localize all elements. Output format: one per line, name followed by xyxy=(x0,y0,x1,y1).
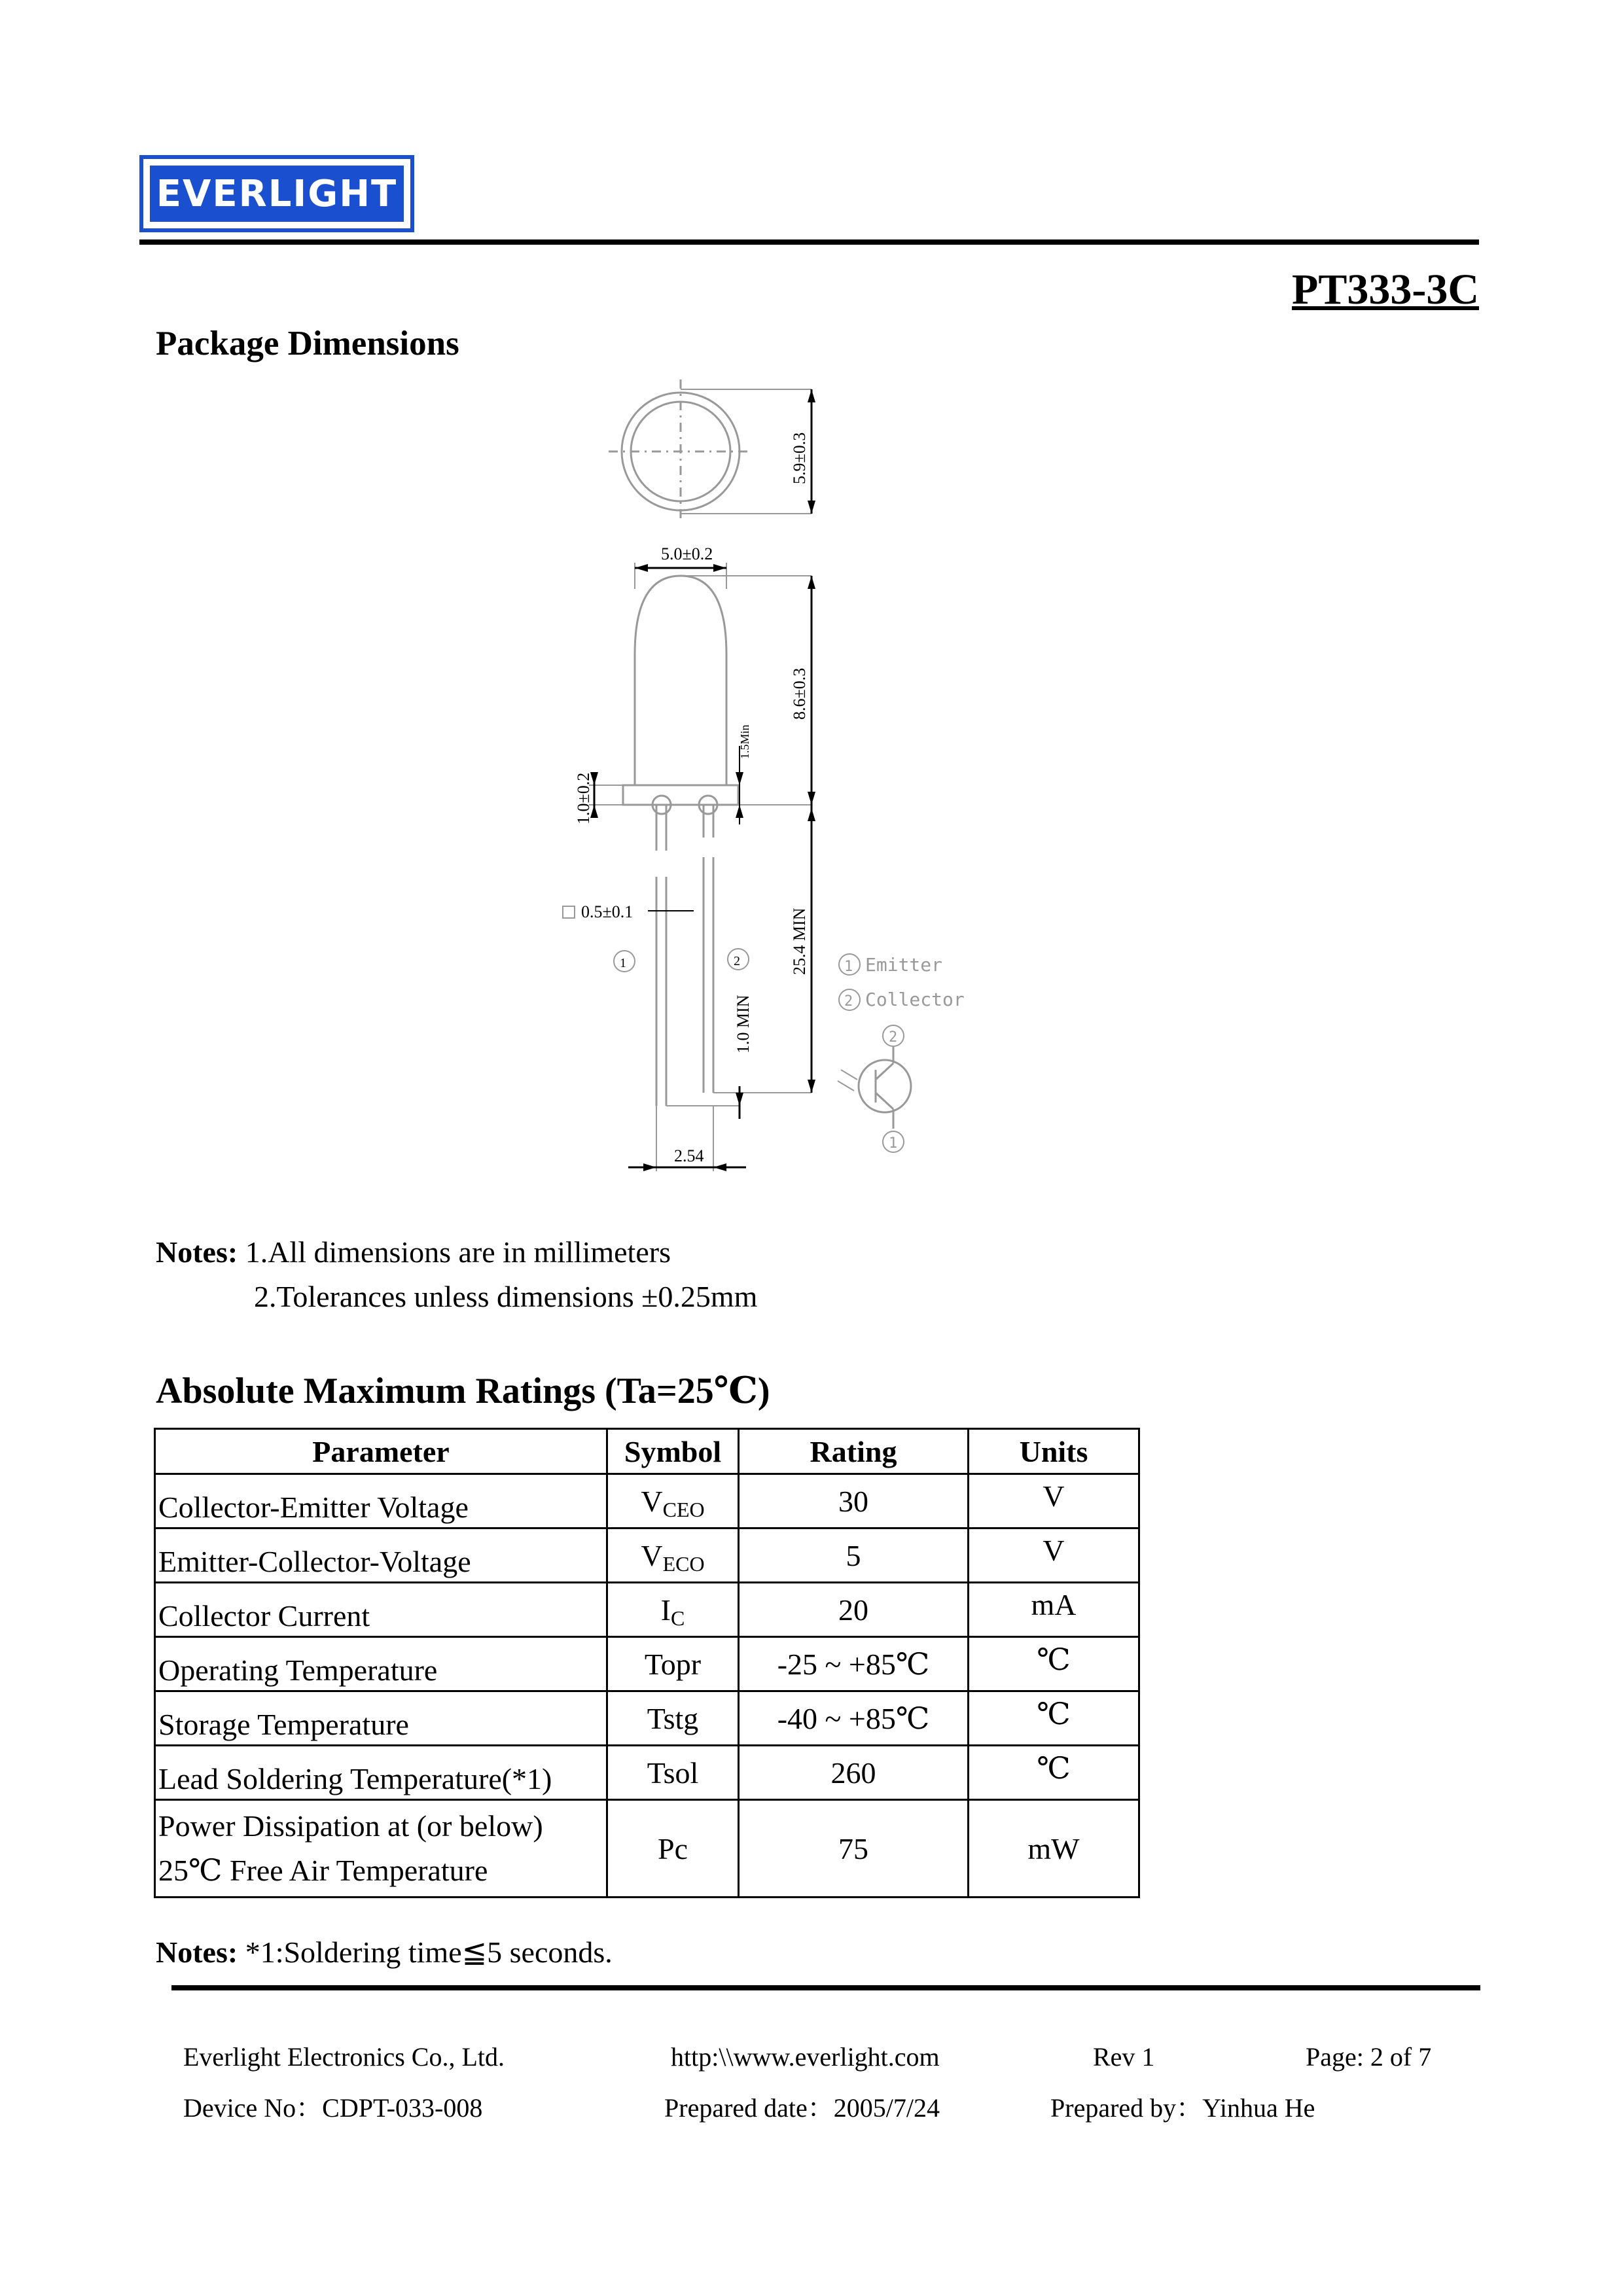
pin-2-label: 2 xyxy=(734,954,740,968)
col-parameter: Parameter xyxy=(155,1429,607,1474)
package-dimensions-heading: Package Dimensions xyxy=(156,325,459,362)
dim-25-4: 25.4 MIN xyxy=(790,908,809,975)
note-1: 1.All dimensions are in millimeters xyxy=(245,1235,671,1269)
package-drawing xyxy=(550,353,995,1178)
dim-1-0: 1.0±0.2 xyxy=(574,772,593,824)
table-row: Collector Current $I_C$ 20 mA xyxy=(155,1583,1139,1637)
soldering-notes xyxy=(156,1934,613,1969)
emitter-label: Emitter xyxy=(865,954,943,976)
footer-device: Device No：CDPT-033-008 xyxy=(183,2093,483,2123)
notes-label: Notes: xyxy=(156,1235,238,1269)
svg-text:2: 2 xyxy=(844,993,853,1010)
soldering-note: *1:Soldering time≦5 seconds. xyxy=(245,1935,613,1969)
dim-5-9: 5.9±0.3 xyxy=(790,432,809,484)
footer-url[interactable]: http:\\www.everlight.com xyxy=(671,2042,940,2072)
footer-date: Prepared date：2005/7/24 xyxy=(664,2093,940,2123)
table-row: Lead Soldering Temperature(*1) Tsol 260 ℃ xyxy=(155,1746,1139,1800)
table-header-row xyxy=(155,1429,1139,1474)
dim-8-6: 8.6±0.3 xyxy=(790,667,809,720)
col-units: Units xyxy=(969,1429,1139,1474)
footer-prepared-by: Prepared by：Yinhua He xyxy=(1050,2093,1315,2123)
svg-text:1: 1 xyxy=(889,1135,898,1152)
model-number: PT333-3C xyxy=(1292,266,1479,313)
ratings-heading: Absolute Maximum Ratings (Ta=25℃) xyxy=(156,1371,770,1411)
footer-page: Page: 2 of 7 xyxy=(1306,2042,1432,2072)
logo-text: EVERLIGHT xyxy=(156,172,398,215)
notes-label: Notes: xyxy=(156,1935,238,1969)
svg-text:1: 1 xyxy=(844,959,853,975)
dim-0-5: 0.5±0.1 xyxy=(581,902,633,921)
dimension-notes xyxy=(156,1230,757,1319)
footer-company: Everlight Electronics Co., Ltd. xyxy=(183,2042,505,2072)
table-row: Power Dissipation at (or below) 25℃ Free Air Temperature Pc 75 mW xyxy=(155,1800,1139,1898)
collector-label: Collector xyxy=(865,989,965,1010)
logo-badge xyxy=(150,166,404,222)
lens-body xyxy=(635,576,726,785)
col-symbol: Symbol xyxy=(607,1429,739,1474)
col-rating: Rating xyxy=(739,1429,969,1474)
dim-2-54: 2.54 xyxy=(674,1146,704,1165)
everlight-logo xyxy=(139,155,414,232)
note-2: 2.Tolerances unless dimensions ±0.25mm xyxy=(254,1280,758,1313)
header-rule xyxy=(139,239,1479,245)
flange xyxy=(623,785,738,805)
pin-1-label: 1 xyxy=(620,956,626,970)
table-row: Storage Temperature Tstg -40 ~ +85℃ ℃ xyxy=(155,1691,1139,1746)
transistor-symbol xyxy=(859,1060,911,1112)
table-row: Operating Temperature Topr -25 ~ +85℃ ℃ xyxy=(155,1637,1139,1691)
dim-1-5min: 1.5Min xyxy=(738,724,751,759)
dim-1-0-min: 1.0 MIN xyxy=(734,995,753,1053)
dim-5-0: 5.0±0.2 xyxy=(661,544,713,563)
table-row: Emitter-Collector-Voltage $V_{ECO}$ 5 V xyxy=(155,1528,1139,1583)
ratings-table xyxy=(154,1428,1140,1898)
svg-text:2: 2 xyxy=(889,1029,898,1046)
footer-rule xyxy=(171,1985,1480,1990)
table-row: Collector-Emitter Voltage $V_{CEO}$ 30 V xyxy=(155,1474,1139,1528)
footer-rev: Rev 1 xyxy=(1093,2042,1155,2072)
